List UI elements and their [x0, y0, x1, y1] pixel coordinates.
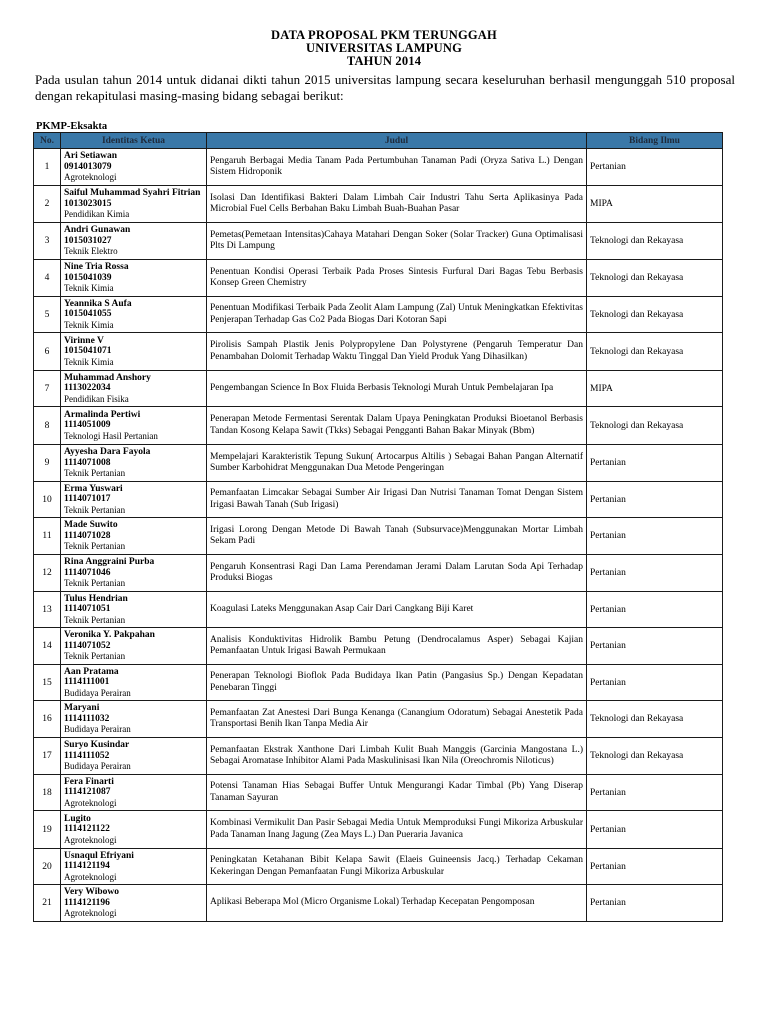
leader-department: Teknik Kimia — [64, 319, 114, 330]
row-number: 17 — [34, 738, 61, 775]
proposal-title: Pemanfaatan Zat Anestesi Dari Bunga Kenanga (Canangium Odoratum) Sebagai Anestetik Pada Transportasi Benih Ikan Tanpa Media Air — [207, 701, 587, 738]
table-row — [34, 665, 723, 701]
leader-identity-cell — [61, 297, 207, 333]
leader-identity-cell — [61, 628, 207, 665]
proposal-title: Pemetas(Pemetaan Intensitas)Cahaya Matahari Dengan Soker (Solar Tracker) Guna Optimalisasi Plts Di Lampung — [207, 223, 587, 260]
field-of-study: Pertanian — [587, 775, 723, 811]
field-of-study: Teknologi dan Rekayasa — [587, 297, 723, 333]
row-number: 2 — [34, 186, 61, 223]
field-of-study: Pertanian — [587, 555, 723, 592]
leader-npm: 1114111001 — [64, 677, 110, 688]
doc-title-line1: DATA PROPOSAL PKM TERUNGGAH — [271, 28, 497, 42]
table-row — [34, 186, 723, 223]
leader-name: Armalinda Pertiwi — [64, 409, 141, 420]
leader-department: Teknik Pertanian — [64, 468, 126, 479]
row-number: 9 — [34, 445, 61, 482]
leader-name: Erma Yuswari — [64, 483, 123, 494]
table-row — [34, 775, 723, 811]
row-number: 3 — [34, 223, 61, 260]
leader-npm: 1113022034 — [64, 383, 111, 394]
proposal-title: Mempelajari Karakteristik Tepung Sukun( Artocarpus Altilis ) Sebagai Bahan Pangan Alternatif Sumber Karbohidrat Menggunakan Dua Metode Pengeringan — [207, 445, 587, 482]
leader-identity-cell — [61, 407, 207, 445]
leader-npm: 1015041039 — [64, 272, 112, 283]
leader-identity-cell — [61, 371, 207, 407]
leader-npm: 1114071051 — [64, 604, 111, 615]
table-row — [34, 628, 723, 665]
row-number: 15 — [34, 665, 61, 701]
table-row — [34, 371, 723, 407]
row-number: 16 — [34, 701, 61, 738]
row-number: 7 — [34, 371, 61, 407]
leader-name: Aan Pratama — [64, 666, 119, 677]
field-of-study: Pertanian — [587, 592, 723, 628]
leader-name: Very Wibowo — [64, 887, 119, 898]
column-header-judul: Judul — [207, 133, 587, 149]
leader-npm: 1013023015 — [64, 198, 112, 209]
leader-npm: 1114121122 — [64, 824, 110, 835]
field-of-study: Pertanian — [587, 849, 723, 885]
row-number: 6 — [34, 333, 61, 371]
proposal-title: Pengaruh Berbagai Media Tanam Pada Pertumbuhan Tanaman Padi (Oryza Sativa L.) Dengan Sistem Hidroponik — [207, 149, 587, 186]
table-row — [34, 885, 723, 922]
leader-npm: 1114111032 — [64, 713, 110, 724]
leader-identity-cell — [61, 885, 207, 922]
leader-department: Pendidikan Fisika — [64, 393, 129, 404]
proposal-title: Penerapan Metode Fermentasi Serentak Dalam Upaya Peningkatan Produksi Bioetanol Berbasis Tandan Kosong Kelapa Sawit (Tkks) Sebagai Pengganti Bahan Bakar Minyak (Bbm) — [207, 407, 587, 445]
leader-department: Teknik Pertanian — [64, 504, 126, 515]
table-row — [34, 333, 723, 371]
leader-npm: 1015041071 — [64, 346, 112, 357]
row-number: 12 — [34, 555, 61, 592]
leader-npm: 1114121196 — [64, 897, 110, 908]
proposal-title: Koagulasi Lateks Menggunakan Asap Cair Dari Cangkang Biji Karet — [207, 592, 587, 628]
field-of-study: Pertanian — [587, 811, 723, 849]
leader-name: Nine Tria Rossa — [64, 262, 129, 273]
row-number: 1 — [34, 149, 61, 186]
row-number: 4 — [34, 260, 61, 297]
leader-identity-cell — [61, 186, 207, 223]
field-of-study: Pertanian — [587, 665, 723, 701]
row-number: 8 — [34, 407, 61, 445]
proposal-title: Pirolisis Sampah Plastik Jenis Polypropylene Dan Polystyrene (Pengaruh Temperatur Dan Penambahan Dolomit Terhadap Waktu Tinggal Dan Yield Produk Yang Dihasilkan) — [207, 333, 587, 371]
leader-npm: 1114071028 — [64, 530, 111, 541]
leader-identity-cell — [61, 592, 207, 628]
table-row — [34, 811, 723, 849]
proposal-title: Kombinasi Vermikulit Dan Pasir Sebagai Media Untuk Memproduksi Fungi Mikoriza Arbuskular Pada Tanaman Inang Jagung (Zea Mays L.) Dan Pueraria Javanica — [207, 811, 587, 849]
row-number: 11 — [34, 518, 61, 555]
leader-department: Budidaya Perairan — [64, 761, 131, 772]
proposal-title: Pemanfaatan Limcakar Sebagai Sumber Air Irigasi Dan Nutrisi Tanaman Tomat Dengan Sistem Irigasi Bawah Tanah (Sub Irigasi) — [207, 482, 587, 518]
leader-name: Ari Setiawan — [64, 151, 118, 162]
table-row — [34, 445, 723, 482]
leader-identity-cell — [61, 333, 207, 371]
table-row — [34, 260, 723, 297]
leader-identity-cell — [61, 775, 207, 811]
table-row — [34, 849, 723, 885]
leader-department: Agroteknologi — [64, 172, 117, 183]
leader-department: Teknologi Hasil Pertanian — [64, 430, 158, 441]
table-row — [34, 592, 723, 628]
leader-department: Agroteknologi — [64, 834, 117, 845]
proposal-title: Penerapan Teknologi Bioflok Pada Budidaya Ikan Patin (Pangasius Sp.) Dengan Kepadatan Penebaran Tinggi — [207, 665, 587, 701]
leader-department: Teknik Kimia — [64, 283, 114, 294]
leader-npm: 1114121194 — [64, 861, 110, 872]
leader-npm: 1114051009 — [64, 420, 111, 431]
row-number: 13 — [34, 592, 61, 628]
proposal-title: Penentuan Modifikasi Terbaik Pada Zeolit Alam Lampung (Zal) Untuk Meningkatkan Efektivitas Penjerapan Terhadap Gas Co2 Pada Biogas Dari Kotoran Sapi — [207, 297, 587, 333]
field-of-study: Pertanian — [587, 518, 723, 555]
leader-department: Teknik Kimia — [64, 356, 114, 367]
table-row — [34, 223, 723, 260]
intro-paragraph: Pada usulan tahun 2014 untuk didanai dikti tahun 2015 universitas lampung secara keseluruhan berhasil mengunggah 510 proposal dengan rekapitulasi masing-masing bidang sebagai berikut: — [35, 72, 735, 103]
leader-department: Pendidikan Kimia — [64, 209, 130, 220]
leader-name: Saiful Muhammad Syahri Fitrian — [64, 188, 201, 199]
proposal-title: Analisis Konduktivitas Hidrolik Bambu Petung (Dendrocalamus Asper) Sebagai Kajian Pemanfaatan Untuk Irigasi Bawah Permukaan — [207, 628, 587, 665]
leader-name: Fera Finarti — [64, 776, 114, 787]
field-of-study: Teknologi dan Rekayasa — [587, 223, 723, 260]
leader-npm: 0914013079 — [64, 161, 112, 172]
leader-name: Tulus Hendrian — [64, 593, 128, 604]
leader-npm: 1114121087 — [64, 787, 111, 798]
leader-name: Muhammad Anshory — [64, 372, 151, 383]
row-number: 10 — [34, 482, 61, 518]
field-of-study: Pertanian — [587, 482, 723, 518]
doc-title-line3: TAHUN 2014 — [346, 54, 422, 68]
table-header-row — [34, 133, 723, 149]
leader-npm: 1114111052 — [64, 750, 110, 761]
leader-identity-cell — [61, 260, 207, 297]
proposal-title: Irigasi Lorong Dengan Metode Di Bawah Tanah (Subsurvace)Menggunakan Mortar Limbah Sekam Padi — [207, 518, 587, 555]
field-of-study: Pertanian — [587, 445, 723, 482]
column-header-no: No. — [34, 133, 61, 149]
field-of-study: Teknologi dan Rekayasa — [587, 333, 723, 371]
row-number: 21 — [34, 885, 61, 922]
field-of-study: MIPA — [587, 371, 723, 407]
table-row — [34, 555, 723, 592]
leader-name: Virinne V — [64, 335, 104, 346]
leader-name: Ayyesha Dara Fayola — [64, 447, 151, 458]
leader-name: Rina Anggraini Purba — [64, 557, 155, 568]
field-of-study: Teknologi dan Rekayasa — [587, 407, 723, 445]
leader-name: Made Suwito — [64, 520, 118, 531]
leader-npm: 1015031027 — [64, 235, 112, 246]
row-number: 18 — [34, 775, 61, 811]
field-of-study: Teknologi dan Rekayasa — [587, 260, 723, 297]
leader-department: Teknik Elektro — [64, 246, 118, 257]
field-of-study: MIPA — [587, 186, 723, 223]
table-row — [34, 738, 723, 775]
leader-npm: 1114071008 — [64, 457, 111, 468]
table-row — [34, 149, 723, 186]
row-number: 14 — [34, 628, 61, 665]
row-number: 20 — [34, 849, 61, 885]
table-row — [34, 518, 723, 555]
leader-department: Teknik Pertanian — [64, 578, 126, 589]
leader-name: Andri Gunawan — [64, 225, 131, 236]
leader-npm: 1114071052 — [64, 640, 111, 651]
leader-npm: 1114071046 — [64, 567, 111, 578]
column-header-bidang: Bidang Ilmu — [587, 133, 723, 149]
leader-name: Yeannika S Aufa — [64, 298, 132, 309]
proposal-title: Pengaruh Konsentrasi Ragi Dan Lama Perendaman Jerami Dalam Larutan Soda Api Terhadap Produksi Biogas — [207, 555, 587, 592]
leader-department: Agroteknologi — [64, 908, 117, 919]
leader-identity-cell — [61, 518, 207, 555]
table-row — [34, 701, 723, 738]
leader-identity-cell — [61, 223, 207, 260]
leader-name: Usnaqul Efriyani — [64, 850, 134, 861]
proposal-title: Penentuan Kondisi Operasi Terbaik Pada Proses Sintesis Furfural Dari Bagas Tebu Berbasis Konsep Green Chemistry — [207, 260, 587, 297]
leader-name: Lugito — [64, 813, 91, 824]
table-row — [34, 482, 723, 518]
table-row — [34, 407, 723, 445]
leader-department: Teknik Pertanian — [64, 541, 126, 552]
row-number: 5 — [34, 297, 61, 333]
leader-department: Agroteknologi — [64, 797, 117, 808]
leader-identity-cell — [61, 482, 207, 518]
leader-identity-cell — [61, 665, 207, 701]
leader-npm: 1015041055 — [64, 309, 112, 320]
leader-identity-cell — [61, 849, 207, 885]
leader-identity-cell — [61, 738, 207, 775]
leader-npm: 1114071017 — [64, 494, 111, 505]
leader-name: Suryo Kusindar — [64, 740, 130, 751]
leader-name: Maryani — [64, 703, 100, 714]
proposal-title: Pengembangan Science In Box Fluida Berbasis Teknologi Murah Untuk Pembelajaran Ipa — [207, 371, 587, 407]
leader-department: Budidaya Perairan — [64, 687, 131, 698]
proposal-title: Aplikasi Beberapa Mol (Micro Organisme Lokal) Terhadap Kecepatan Pengomposan — [207, 885, 587, 922]
field-of-study: Pertanian — [587, 149, 723, 186]
proposal-title: Isolasi Dan Identifikasi Bakteri Dalam Limbah Cair Industri Tahu Serta Aplikasinya Pada Microbial Fuel Cells Berbahan Baku Limbah Buah-Buahan Pasar — [207, 186, 587, 223]
table-row — [34, 297, 723, 333]
row-number: 19 — [34, 811, 61, 849]
leader-department: Teknik Pertanian — [64, 651, 126, 662]
field-of-study: Teknologi dan Rekayasa — [587, 738, 723, 775]
proposal-table — [33, 132, 723, 922]
field-of-study: Pertanian — [587, 628, 723, 665]
leader-identity-cell — [61, 701, 207, 738]
leader-identity-cell — [61, 149, 207, 186]
proposal-title: Potensi Tanaman Hias Sebagai Buffer Untuk Mengurangi Kadar Timbal (Pb) Yang Diserap Tanaman Sayuran — [207, 775, 587, 811]
column-header-identitas: Identitas Ketua — [61, 133, 207, 149]
leader-department: Budidaya Perairan — [64, 724, 131, 735]
doc-title-line2: UNIVERSITAS LAMPUNG — [305, 41, 462, 55]
leader-department: Agroteknologi — [64, 871, 117, 882]
leader-department: Teknik Pertanian — [64, 614, 126, 625]
field-of-study: Teknologi dan Rekayasa — [587, 701, 723, 738]
section-label: PKMP-Eksakta — [36, 121, 108, 132]
leader-identity-cell — [61, 555, 207, 592]
leader-identity-cell — [61, 445, 207, 482]
leader-name: Veronika Y. Pakpahan — [64, 630, 155, 641]
proposal-title: Pemanfaatan Ekstrak Xanthone Dari Limbah Kulit Buah Manggis (Garcinia Mangostana L.) Sebagai Aromatase Inhibitor Alami Pada Maskulinisasi Ikan Nila (Oreochromis Niloticus) — [207, 738, 587, 775]
proposal-title: Peningkatan Ketahanan Bibit Kelapa Sawit (Elaeis Guineensis Jacq.) Terhadap Cekaman Kekeringan Dengan Pemanfaatan Fungi Mikoriza Arbuskular — [207, 849, 587, 885]
leader-identity-cell — [61, 811, 207, 849]
field-of-study: Pertanian — [587, 885, 723, 922]
